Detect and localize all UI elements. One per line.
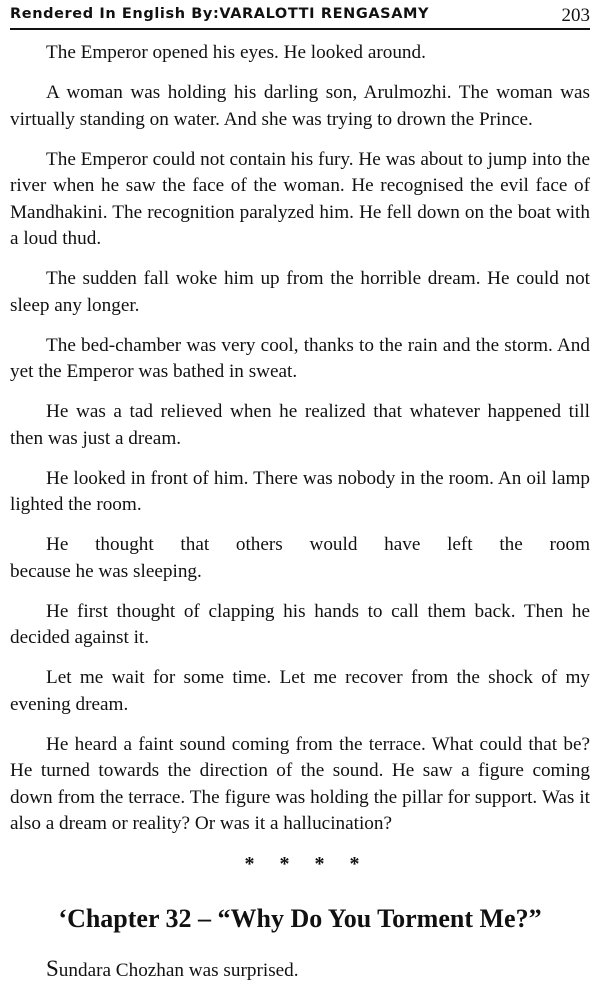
paragraph-4: The sudden fall woke him up from the horrible dream. He could not sleep any longer. xyxy=(10,268,590,316)
running-header xyxy=(10,4,590,30)
paragraph-8-line-2: because he was sleeping. xyxy=(10,560,202,582)
paragraph-2: A woman was holding his darling son, Arulmozhi. The woman was virtually standing on water. And she was trying to drown the Prince. xyxy=(10,82,590,130)
section-separator: * * * * xyxy=(244,853,370,875)
paragraph-8-line-1: He thought that others would have left the room xyxy=(46,534,590,555)
paragraph-7: He looked in front of him. There was nobody in the room. An oil lamp lighted the room. xyxy=(10,467,590,515)
chapter-opening-text: undara Chozhan was surprised. xyxy=(58,959,299,981)
paragraph-11: He heard a faint sound coming from the terrace. What could that be? He turned towards the direction of the sound. He saw a figure coming down from the terrace. The figure was holding the pillar for support. Was it also a dream or reality? Or was it a hallucination? xyxy=(10,733,590,834)
drop-cap: S xyxy=(46,955,59,981)
paragraph-5: The bed-chamber was very cool, thanks to the rain and the storm. And yet the Emperor was bathed in sweat. xyxy=(10,334,590,382)
running-title: Rendered In English By:VARALOTTI RENGASAMY xyxy=(10,6,430,22)
paragraph-9: He first thought of clapping his hands to call them back. Then he decided against it. xyxy=(10,600,590,648)
paragraph-3: The Emperor could not contain his fury. He was about to jump into the river when he saw the face of the woman. He recognised the evil face of Mandhakini. The recognition paralyzed him. He fell down on the boat with a loud thud. xyxy=(10,148,590,249)
page-number: 203 xyxy=(561,5,590,26)
chapter-opening-paragraph xyxy=(10,956,590,985)
paragraph-8 xyxy=(10,532,590,585)
chapter-title: ‘Chapter 32 – “Why Do You Torment Me?” xyxy=(58,903,542,933)
paragraph-10: Let me wait for some time. Let me recover from the shock of my evening dream. xyxy=(10,667,590,715)
paragraph-1: The Emperor opened his eyes. He looked around. xyxy=(46,42,426,63)
page-body xyxy=(10,40,590,998)
paragraph-6: He was a tad relieved when he realized that whatever happened till then was just a dream. xyxy=(10,401,590,449)
